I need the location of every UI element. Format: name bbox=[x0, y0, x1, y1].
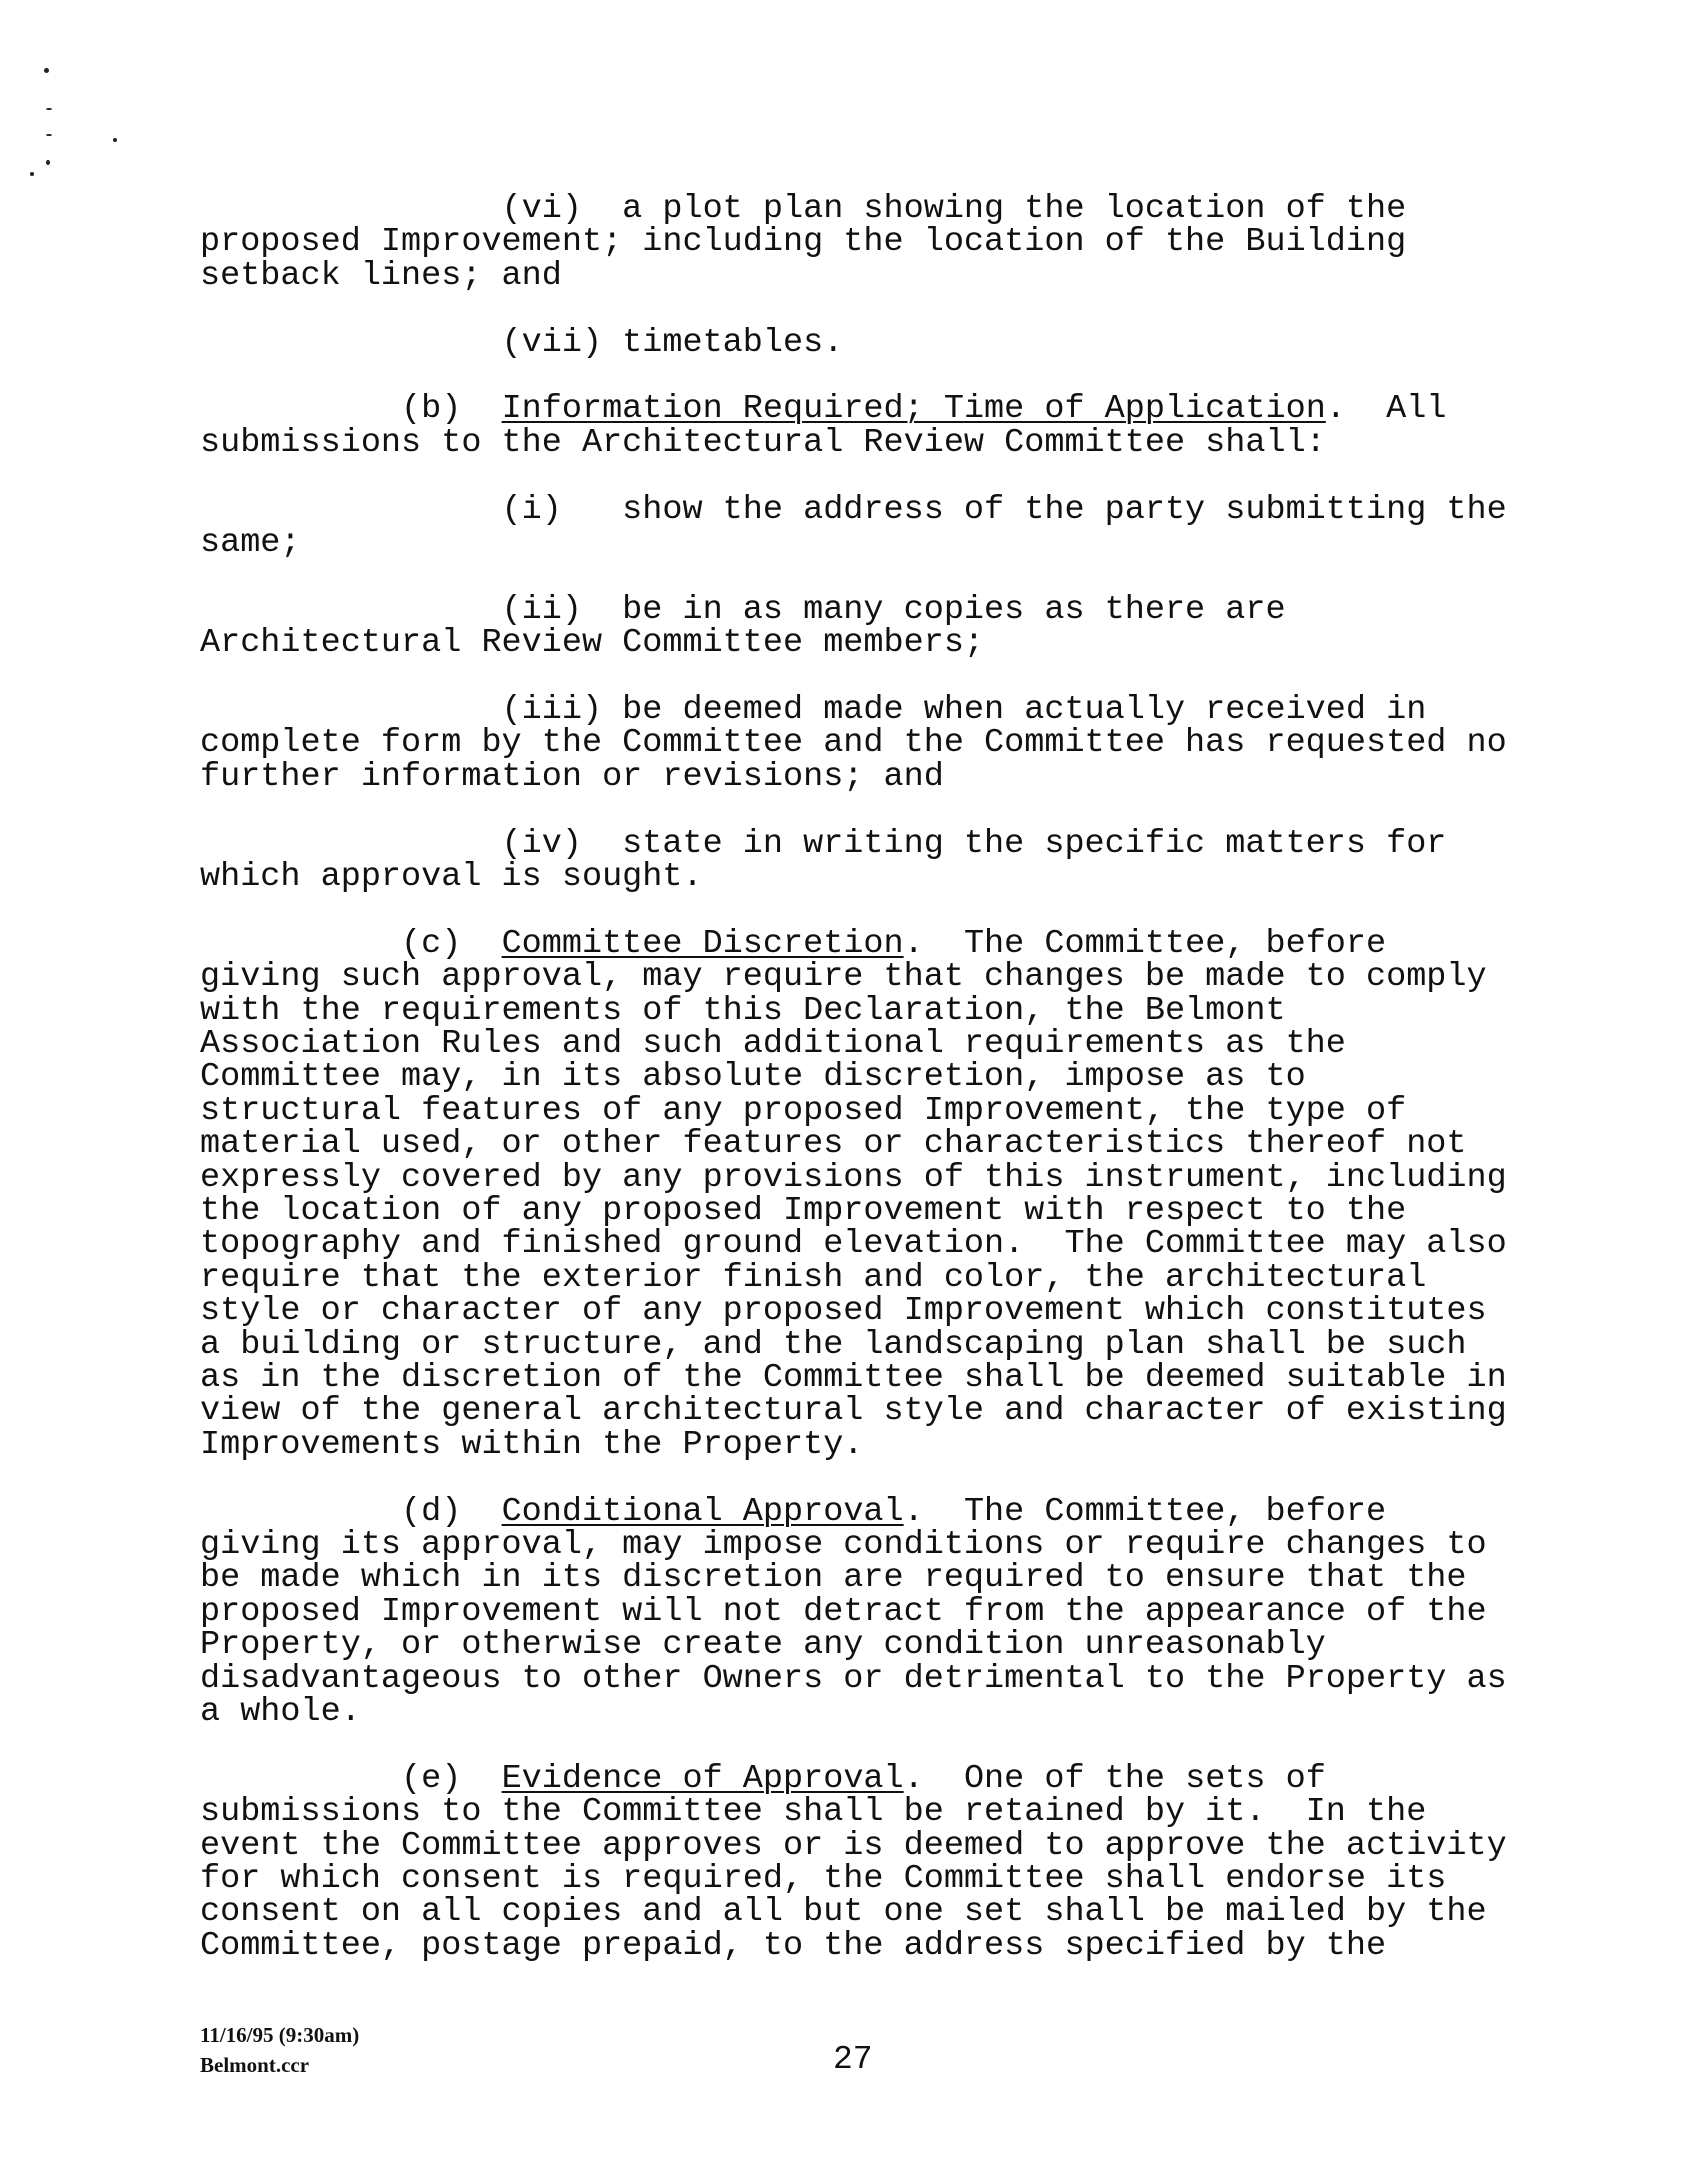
text-line: same; bbox=[200, 524, 301, 562]
text-line: submissions to the Committee shall be retained by it. In the bbox=[200, 1793, 1427, 1832]
text-line: material used, or other features or characteristics thereof not bbox=[200, 1125, 1467, 1164]
text-line: (i) show the address of the party submitting the bbox=[200, 490, 1507, 529]
scan-speck bbox=[44, 68, 49, 73]
scan-speck bbox=[46, 160, 50, 165]
text-line: (vii) timetables. bbox=[200, 323, 844, 362]
text-line: be made which in its discretion are required to ensure that the bbox=[200, 1559, 1467, 1598]
section-heading: Information Required; Time of Application bbox=[501, 390, 1326, 429]
scan-speck bbox=[30, 172, 34, 176]
text-line: a whole. bbox=[200, 1693, 361, 1731]
text-line: further information or revisions; and bbox=[200, 757, 944, 796]
text-line: expressly covered by any provisions of this instrument, including bbox=[200, 1158, 1507, 1197]
line-prefix: (c) bbox=[200, 924, 502, 963]
text-line bbox=[200, 1759, 1326, 1798]
text-line: a building or structure, and the landscaping plan shall be such bbox=[200, 1325, 1467, 1364]
text-line: require that the exterior finish and color, the architectural bbox=[200, 1258, 1427, 1297]
text-line: disadvantageous to other Owners or detrimental to the Property as bbox=[200, 1659, 1507, 1698]
line-suffix: . One of the sets of bbox=[903, 1759, 1326, 1798]
text-line: giving such approval, may require that changes be made to comply bbox=[200, 958, 1487, 997]
footer-filename: Belmont.ccr bbox=[200, 2053, 310, 2077]
line-prefix: (d) bbox=[200, 1492, 502, 1531]
line-suffix: . The Committee, before bbox=[903, 1492, 1387, 1531]
page-number: 27 bbox=[833, 2041, 873, 2078]
footer-meta bbox=[200, 2020, 359, 2080]
text-line: proposed Improvement will not detract from the appearance of the bbox=[200, 1592, 1487, 1631]
line-suffix: . The Committee, before bbox=[903, 924, 1387, 963]
text-line: topography and finished ground elevation. The Committee may also bbox=[200, 1225, 1507, 1264]
footer-timestamp: 11/16/95 (9:30am) bbox=[200, 2023, 360, 2047]
scan-speck bbox=[46, 134, 52, 136]
text-line: submissions to the Architectural Review Committee shall: bbox=[200, 423, 1326, 462]
text-line: with the requirements of this Declaration, the Belmont bbox=[200, 991, 1286, 1030]
text-line: Committee, postage prepaid, to the address specified by the bbox=[200, 1926, 1387, 1965]
text-line: for which consent is required, the Committee shall endorse its bbox=[200, 1860, 1447, 1898]
section-heading: Evidence of Approval bbox=[501, 1759, 904, 1798]
section-heading: Conditional Approval bbox=[501, 1492, 904, 1531]
text-line: view of the general architectural style and character of existing bbox=[200, 1392, 1507, 1431]
scan-speck bbox=[46, 108, 52, 110]
text-line: as in the discretion of the Committee shall be deemed suitable in bbox=[200, 1359, 1507, 1397]
text-line: Committee may, in its absolute discretion, impose as to bbox=[200, 1058, 1306, 1097]
text-line: structural features of any proposed Improvement, the type of bbox=[200, 1091, 1407, 1130]
section-heading: Committee Discretion bbox=[501, 924, 904, 963]
text-line: which approval is sought. bbox=[200, 858, 703, 896]
text-line: Association Rules and such additional requirements as the bbox=[200, 1025, 1346, 1063]
text-line bbox=[200, 924, 1387, 963]
text-line: Architectural Review Committee members; bbox=[200, 624, 985, 663]
line-suffix: . All bbox=[1325, 390, 1447, 429]
text-line: (vi) a plot plan showing the location of the bbox=[200, 190, 1407, 228]
text-line: (ii) be in as many copies as there are bbox=[200, 590, 1286, 629]
text-line: setback lines; and bbox=[200, 256, 562, 295]
text-line: style or character of any proposed Improvement which constitutes bbox=[200, 1292, 1487, 1331]
text-line: complete form by the Committee and the Committee has requested no bbox=[200, 724, 1507, 763]
text-line: proposed Improvement; including the location of the Building bbox=[200, 223, 1407, 262]
text-line: the location of any proposed Improvement with respect to the bbox=[200, 1192, 1407, 1230]
text-line: consent on all copies and all but one set shall be mailed by the bbox=[200, 1893, 1487, 1932]
text-line bbox=[200, 1492, 1387, 1531]
line-prefix: (e) bbox=[200, 1759, 502, 1798]
text-line: event the Committee approves or is deemed to approve the activity bbox=[200, 1826, 1507, 1865]
text-line: (iii) be deemed made when actually received in bbox=[200, 691, 1427, 729]
text-line bbox=[200, 390, 1447, 429]
scan-speck bbox=[113, 138, 117, 142]
text-line: giving its approval, may impose conditions or require changes to bbox=[200, 1526, 1487, 1564]
text-line: Improvements within the Property. bbox=[200, 1425, 864, 1464]
line-prefix: (b) bbox=[200, 390, 502, 429]
text-line: (iv) state in writing the specific matters for bbox=[200, 824, 1447, 863]
text-line: Property, or otherwise create any condition unreasonably bbox=[200, 1626, 1326, 1665]
